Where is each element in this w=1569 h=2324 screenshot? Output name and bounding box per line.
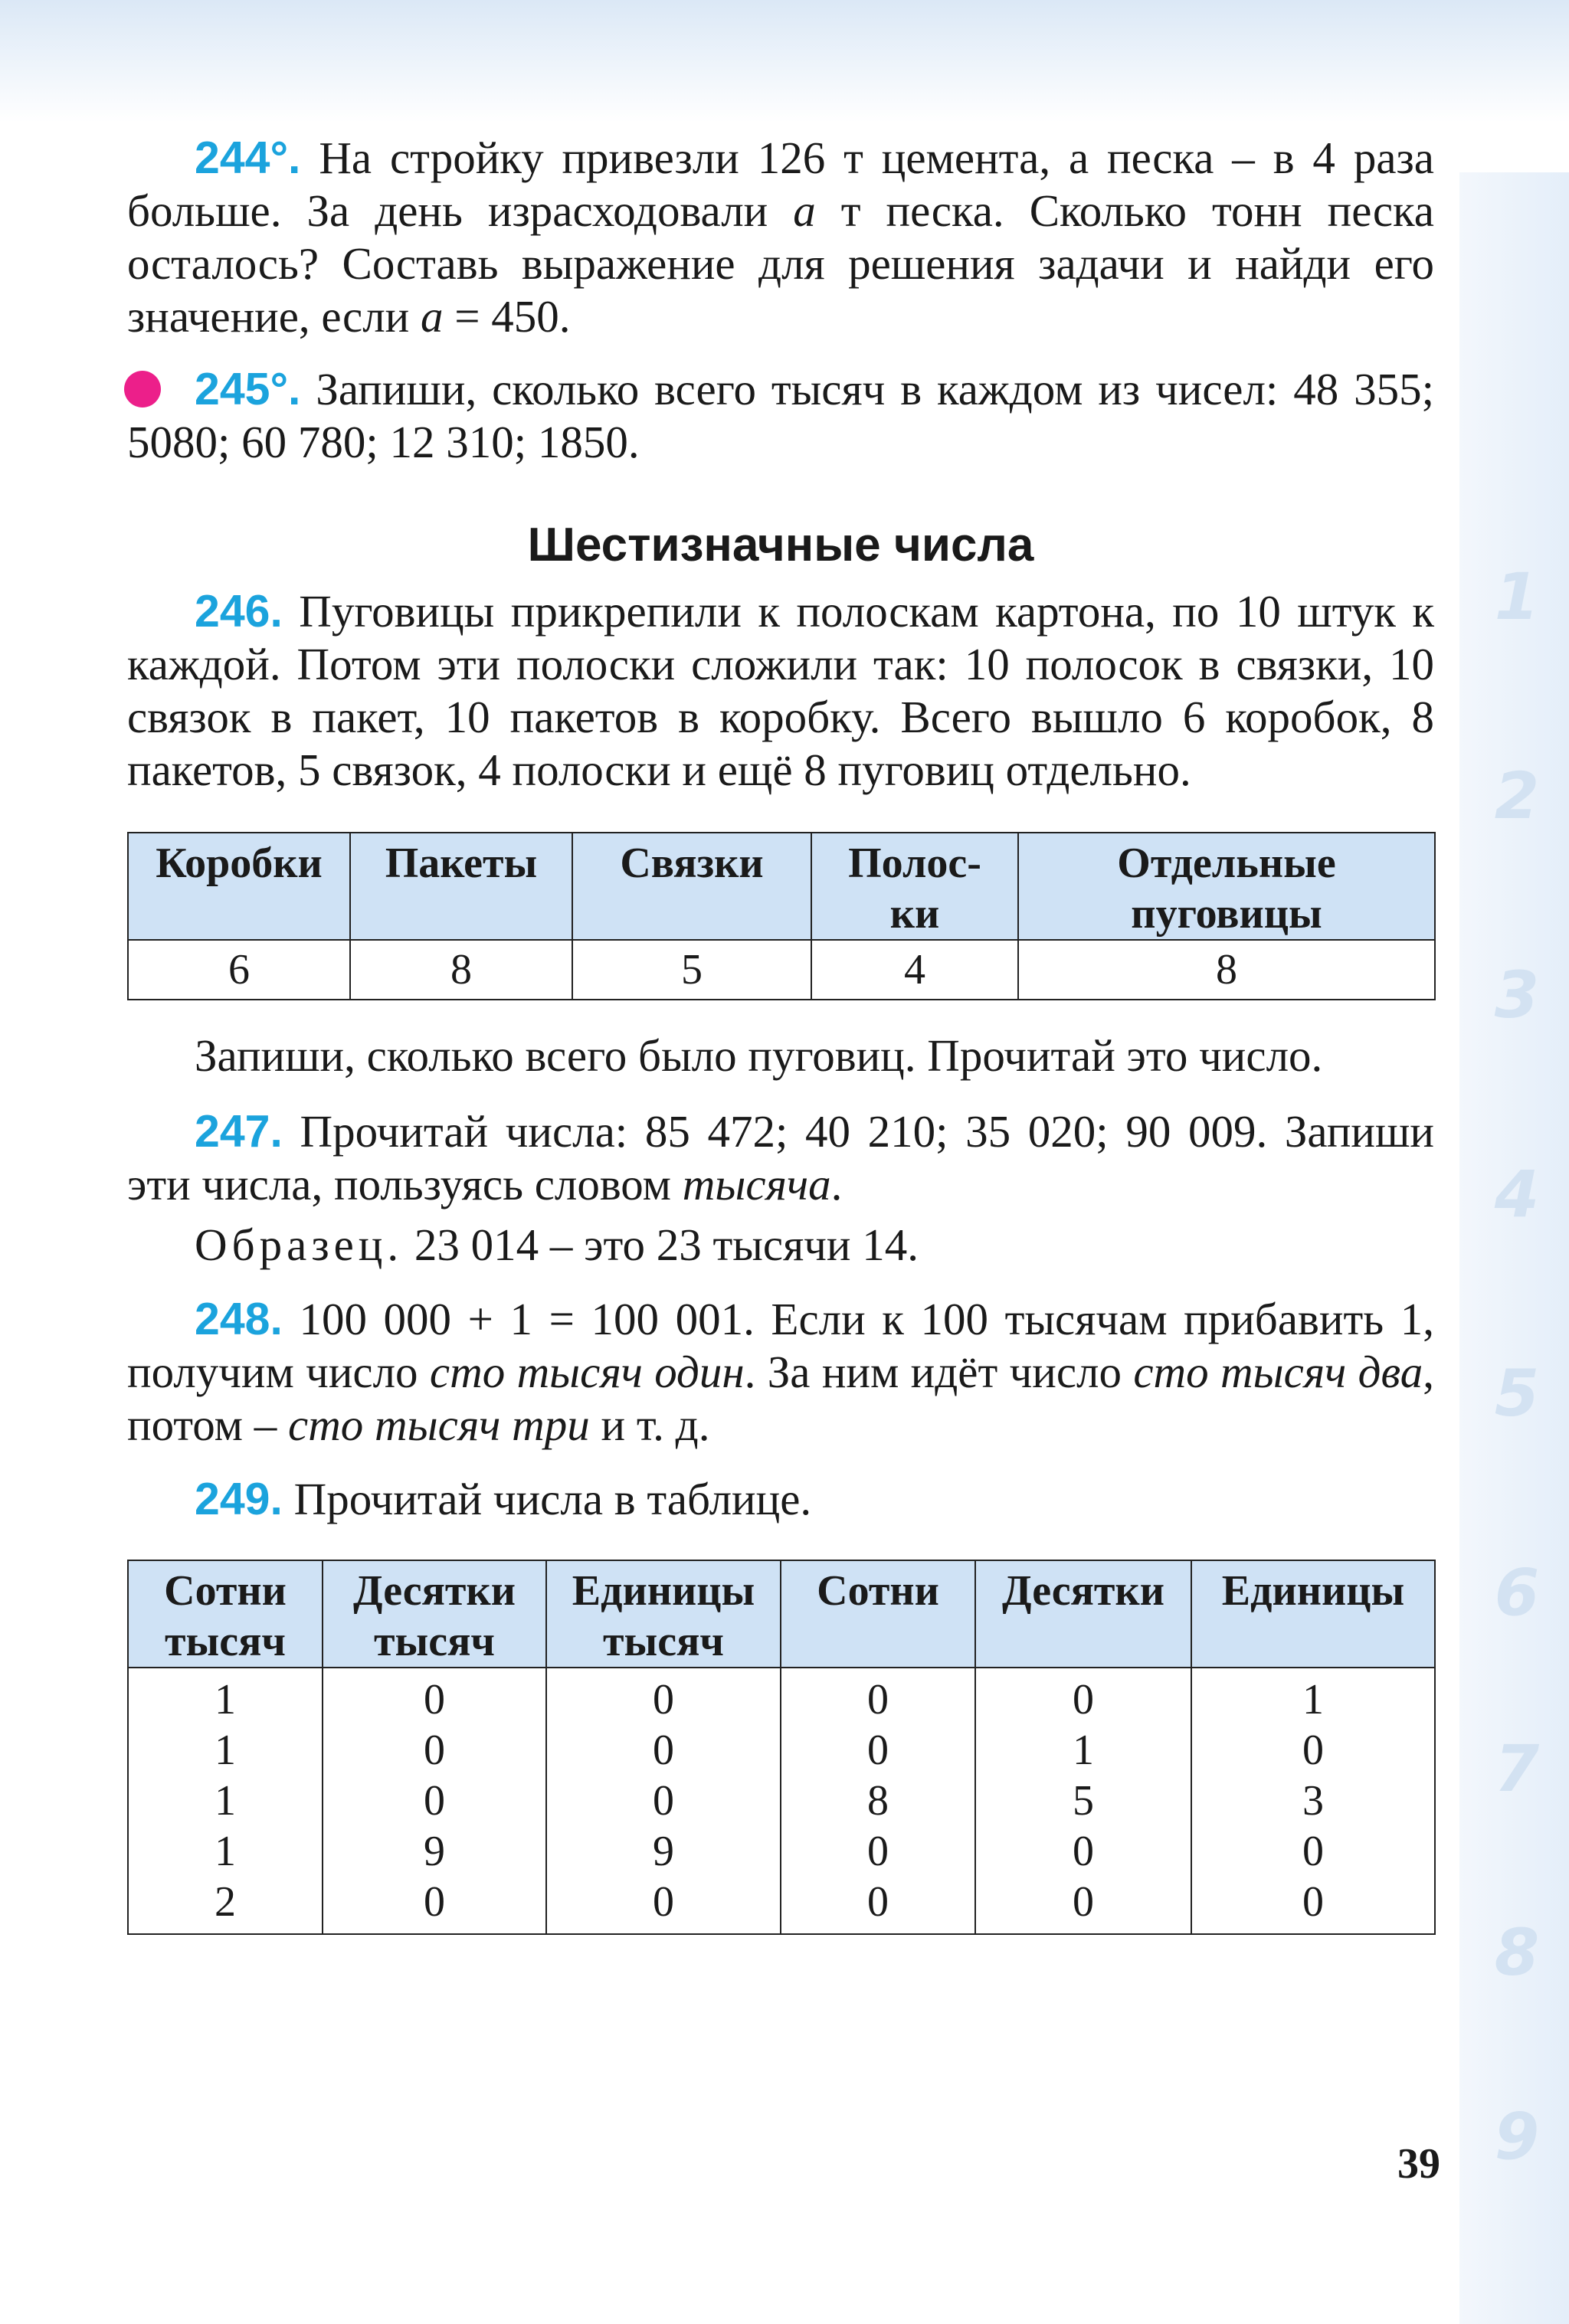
side-number: 4 [1494, 1157, 1540, 1232]
exercise-246: 246. Пуговицы прикрепили к полоскам картона, по 10 штук к каждой. Потом эти полоски сложили так: 10 полосок в связки, 10 связок в пакет, 10 пакетов в коробку. Всего вышло 6 коробок, 8 пакетов, 5 связок, 4 полоски и ещё 8 пуговиц отдельно. [127, 586, 1434, 795]
table-cell: 0 [975, 1668, 1191, 1725]
table-header-cell: Сотни тысяч [128, 1560, 323, 1668]
table-cell: 0 [1191, 1826, 1435, 1877]
table-header-cell: Единицы [1191, 1560, 1435, 1668]
exercise-number: 247. [195, 1106, 283, 1157]
sample-line: Образец. 23 014 – это 23 тысячи 14. [195, 1219, 919, 1270]
side-number: 1 [1494, 559, 1540, 634]
table-row [128, 940, 1435, 1000]
exercise-245: 245°. Запиши, сколько всего тысяч в каждом из чисел: 48 355; 5080; 60 780; 12 310; 1850. [127, 364, 1434, 467]
table-cell: 4 [811, 940, 1018, 1000]
table-row [128, 1668, 1435, 1725]
exercise-number: 249. [195, 1474, 283, 1524]
table-cell: 8 [350, 940, 572, 1000]
place-value-table [127, 1560, 1436, 1935]
exercise-number: 245°. [195, 364, 301, 414]
exercise-247: 247. Прочитай числа: 85 472; 40 210; 35 020; 90 009. Запиши эти числа, пользуясь словом тысяча. [127, 1106, 1434, 1209]
table-cell: 0 [781, 1877, 975, 1934]
table-cell: 1 [975, 1725, 1191, 1776]
table-cell: 0 [323, 1877, 546, 1934]
sample-label: Образец. [195, 1219, 404, 1270]
table-cell: 0 [546, 1877, 781, 1934]
table-cell: 5 [572, 940, 811, 1000]
exercise-244: 244°. На стройку привезли 126 т цемента, а песка – в 4 раза больше. За день израсходовали a т песка. Сколько тонн песка осталось? Составь выражение для решения задачи и найди его значение, если a = 450. [127, 133, 1434, 342]
side-number: 5 [1494, 1356, 1540, 1431]
table-cell: 5 [975, 1776, 1191, 1826]
table-cell: 0 [781, 1826, 975, 1877]
table-header-cell: Коробки [128, 833, 350, 940]
side-number: 2 [1494, 758, 1540, 833]
table-row [128, 1725, 1435, 1776]
table-header-cell: Единицы тысяч [546, 1560, 781, 1668]
top-gradient-band [0, 0, 1569, 123]
table-cell: 8 [781, 1776, 975, 1826]
table-cell: 2 [128, 1877, 323, 1934]
table-header-row [128, 1560, 1435, 1668]
table-header-cell: Связки [572, 833, 811, 940]
table-header-cell: Десятки [975, 1560, 1191, 1668]
table-row [128, 1826, 1435, 1877]
table-cell: 0 [546, 1725, 781, 1776]
exercise-246-task: Запиши, сколько всего было пуговиц. Прочитай это число. [195, 1030, 1323, 1081]
table-cell: 9 [323, 1826, 546, 1877]
table-header-cell: Отдельные пуговицы [1018, 833, 1435, 940]
exercise-number: 246. [195, 586, 283, 637]
table-cell: 0 [323, 1776, 546, 1826]
table-cell: 1 [128, 1776, 323, 1826]
table-cell: 0 [781, 1668, 975, 1725]
exercise-245-block [127, 363, 1434, 469]
side-tab-strip [1459, 172, 1569, 2324]
page-content [127, 130, 1434, 1935]
table-header-cell: Десятки тысяч [323, 1560, 546, 1668]
table-cell: 0 [975, 1877, 1191, 1934]
table-header-cell: Сотни [781, 1560, 975, 1668]
exercise-248: 248. 100 000 + 1 = 100 001. Если к 100 тысячам прибавить 1, получим число сто тысяч один. За ним идёт число сто тысяч два, потом – сто тысяч три и т. д. [127, 1294, 1434, 1450]
buttons-table [127, 832, 1436, 1000]
table-cell: 8 [1018, 940, 1435, 1000]
exercise-number: 244°. [195, 133, 301, 183]
table-cell: 0 [975, 1826, 1191, 1877]
table-cell: 0 [781, 1725, 975, 1776]
side-number: 9 [1494, 2099, 1540, 2174]
pink-dot-marker [124, 371, 161, 408]
exercise-249: 249. Прочитай числа в таблице. [195, 1474, 812, 1524]
table-cell: 0 [1191, 1877, 1435, 1934]
table-header-cell: Полос- ки [811, 833, 1018, 940]
table-cell: 1 [128, 1826, 323, 1877]
side-number: 6 [1494, 1555, 1540, 1630]
table-cell: 0 [1191, 1725, 1435, 1776]
table-cell: 0 [546, 1668, 781, 1725]
table-cell: 9 [546, 1826, 781, 1877]
side-number: 7 [1494, 1731, 1540, 1806]
table-row [128, 1877, 1435, 1934]
side-number: 8 [1494, 1915, 1540, 1990]
table-cell: 3 [1191, 1776, 1435, 1826]
table-header-row [128, 833, 1435, 940]
page-number: 39 [1397, 2140, 1440, 2188]
table-cell: 0 [546, 1776, 781, 1826]
table-cell: 6 [128, 940, 350, 1000]
table-row [128, 1776, 1435, 1826]
side-number: 3 [1494, 957, 1540, 1033]
table-cell: 0 [323, 1725, 546, 1776]
table-cell: 1 [128, 1668, 323, 1725]
section-heading: Шестизначные числа [527, 519, 1034, 571]
table-header-cell: Пакеты [350, 833, 572, 940]
exercise-number: 248. [195, 1294, 283, 1344]
table-cell: 0 [323, 1668, 546, 1725]
table-cell: 1 [128, 1725, 323, 1776]
table-cell: 1 [1191, 1668, 1435, 1725]
